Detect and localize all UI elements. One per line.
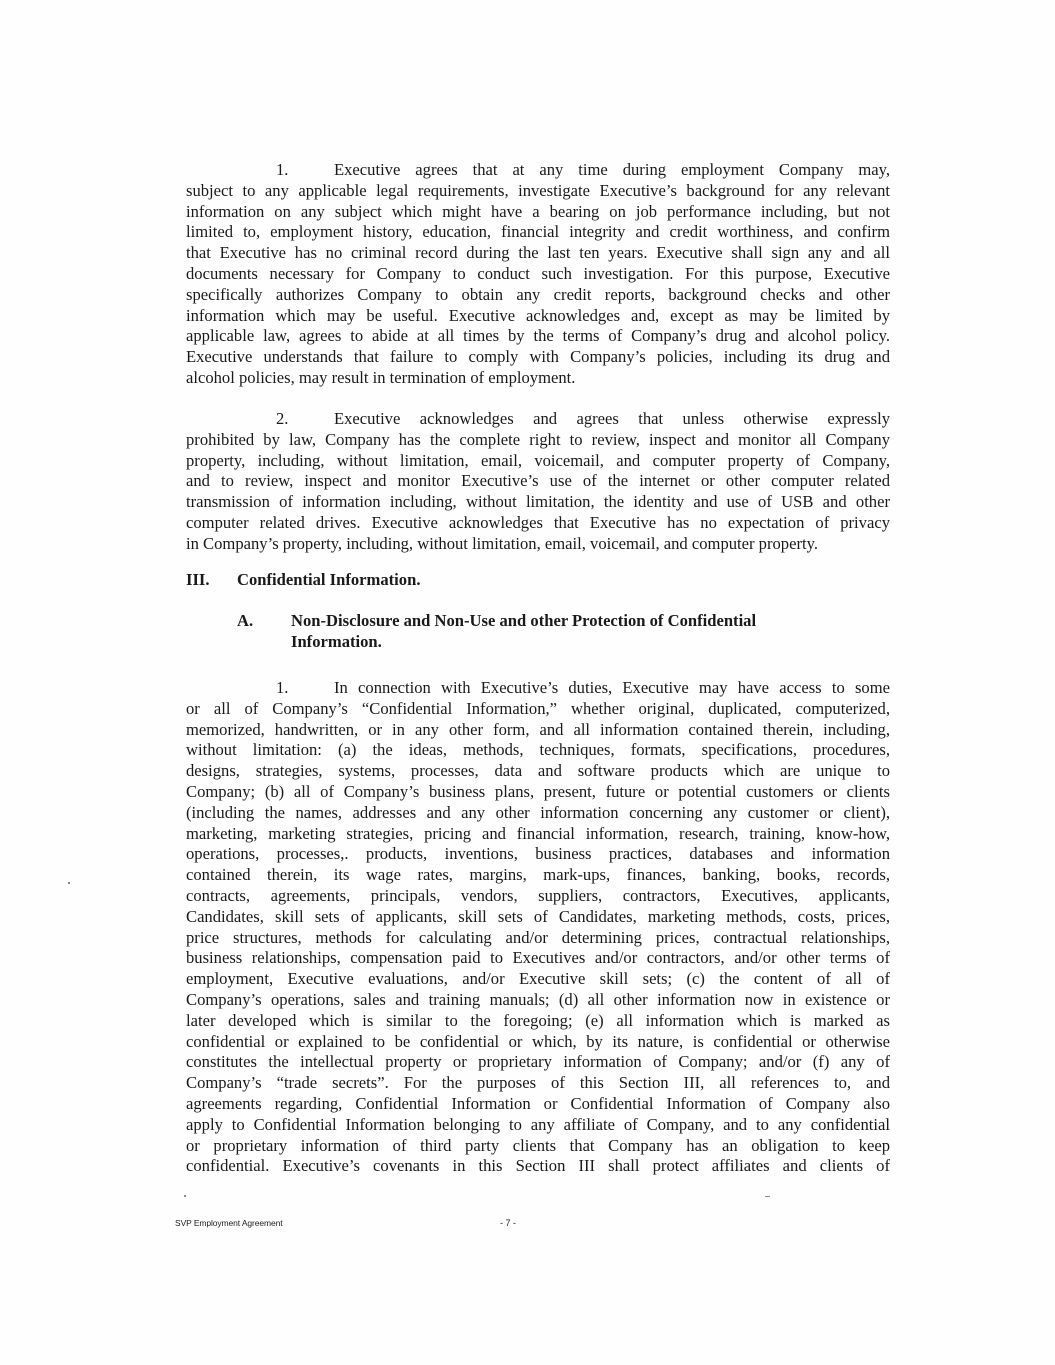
paragraph-line: price structures, methods for calculating and/or determining prices, contractual relationships,	[186, 927, 890, 947]
paragraph-number: 1.	[276, 160, 289, 179]
paragraph-line: subject to any applicable legal requirements, investigate Executive’s background for any relevant	[186, 180, 890, 200]
paragraph-3	[186, 678, 890, 1177]
paragraph-line: information on any subject which might have a bearing on job performance including, but not	[186, 201, 890, 221]
paragraph-line: or all of Company’s “Confidential Information,” whether original, duplicated, computerized,	[186, 698, 890, 718]
paragraph-line: (including the names, addresses and any other information concerning any customer or client),	[186, 802, 890, 822]
paragraph-line: 2. Executive acknowledges and agrees that unless otherwise expressly	[276, 409, 890, 428]
paragraph-line: 1. In connection with Executive’s duties, Executive may have access to some	[276, 678, 890, 697]
footer-document-title: SVP Employment Agreement	[175, 1218, 283, 1228]
paragraph-line: Company; (b) all of Company’s business plans, present, future or potential customers or clients	[186, 781, 890, 801]
paragraph-line: prohibited by law, Company has the complete right to review, inspect and monitor all Company	[186, 429, 890, 449]
paragraph-line: computer related drives. Executive acknowledges that Executive has no expectation of privacy	[186, 512, 890, 532]
paragraph-line: marketing, marketing strategies, pricing and financial information, research, training, know-how,	[186, 823, 890, 843]
section-title: Confidential Information.	[237, 570, 421, 589]
paragraph-line: designs, strategies, systems, processes, data and software products which are unique to	[186, 761, 890, 781]
subsection-title-line-1: Non-Disclosure and Non-Use and other Protection of Confidential	[291, 611, 757, 630]
footer-page-number: - 7 -	[500, 1218, 517, 1228]
paragraph-line: agreements regarding, Confidential Information or Confidential Information of Company also	[186, 1093, 890, 1113]
paragraph-line: without limitation: (a) the ideas, methods, techniques, formats, specifications, procedures,	[186, 740, 890, 760]
scan-speck	[765, 1196, 770, 1197]
paragraph-line: Company’s operations, sales and training manuals; (d) all other information now in existence or	[186, 989, 890, 1009]
paragraph-line: documents necessary for Company to conduct such investigation. For this purpose, Executive	[186, 263, 890, 283]
paragraph-line: in Company’s property, including, without limitation, email, voicemail, and computer property.	[186, 533, 818, 553]
paragraph-line: information which may be useful. Executive acknowledges and, except as may be limited by	[186, 305, 890, 325]
paragraph-line: employment, Executive evaluations, and/or Executive skill sets; (c) the content of all of	[186, 969, 890, 989]
paragraph-line: contracts, agreements, principals, vendors, suppliers, contractors, Executives, applicants,	[186, 885, 890, 905]
paragraph-line: that Executive has no criminal record during the last ten years. Executive shall sign any and all	[186, 243, 890, 263]
paragraph-line: Executive understands that failure to comply with Company’s policies, including its drug and	[186, 347, 890, 367]
paragraph-number: 1.	[276, 678, 289, 697]
paragraph-line: or proprietary information of third party clients that Company has an obligation to keep	[186, 1135, 890, 1155]
subsection-title-line-2: Information.	[291, 631, 382, 651]
paragraph-line: property, including, without limitation, email, voicemail, and computer property of Company,	[186, 450, 890, 470]
paragraph-line: later developed which is similar to the foregoing; (e) all information which is marked as	[186, 1010, 890, 1030]
paragraph-line: confidential or explained to be confidential or which, by its nature, is confidential or otherwise	[186, 1031, 890, 1051]
paragraph-line: operations, processes,. products, inventions, business practices, databases and information	[186, 844, 890, 864]
scan-speck	[68, 882, 70, 884]
paragraph-2	[186, 409, 890, 555]
paragraph-line: apply to Confidential Information belonging to any affiliate of Company, and to any confidential	[186, 1114, 890, 1134]
paragraph-line: specifically authorizes Company to obtain any credit reports, background checks and other	[186, 284, 890, 304]
paragraph-line: limited to, employment history, education, financial integrity and credit worthiness, and confirm	[186, 222, 890, 242]
paragraph-line: Candidates, skill sets of applicants, skill sets of Candidates, marketing methods, costs, prices,	[186, 906, 890, 926]
paragraph-line: constitutes the intellectual property or proprietary information of Company; and/or (f) any of	[186, 1052, 890, 1072]
subsection-heading	[237, 611, 837, 653]
paragraph-line: and to review, inspect and monitor Executive’s use of the internet or other computer related	[186, 471, 890, 491]
section-number: III.	[186, 570, 210, 589]
paragraph-1	[186, 160, 890, 389]
scan-speck	[184, 1195, 186, 1197]
paragraph-line: transmission of information including, without limitation, the identity and use of USB and other	[186, 492, 890, 512]
paragraph-line: alcohol policies, may result in termination of employment.	[186, 367, 576, 387]
paragraph-line: confidential. Executive’s covenants in this Section III shall protect affiliates and clients of	[186, 1156, 890, 1176]
paragraph-line: business relationships, compensation paid to Executives and/or contractors, and/or other terms of	[186, 948, 890, 968]
paragraph-line: applicable law, agrees to abide at all times by the terms of Company’s drug and alcohol policy.	[186, 326, 890, 346]
paragraph-number: 2.	[276, 409, 289, 428]
paragraph-line: 1. Executive agrees that at any time during employment Company may,	[276, 160, 890, 179]
paragraph-line: contained therein, its wage rates, margins, mark-ups, finances, banking, books, records,	[186, 865, 890, 885]
paragraph-line: memorized, handwritten, or in any other form, and all information contained therein, including,	[186, 719, 890, 739]
subsection-letter: A.	[237, 611, 254, 630]
paragraph-line: Company’s “trade secrets”. For the purposes of this Section III, all references to, and	[186, 1073, 890, 1093]
